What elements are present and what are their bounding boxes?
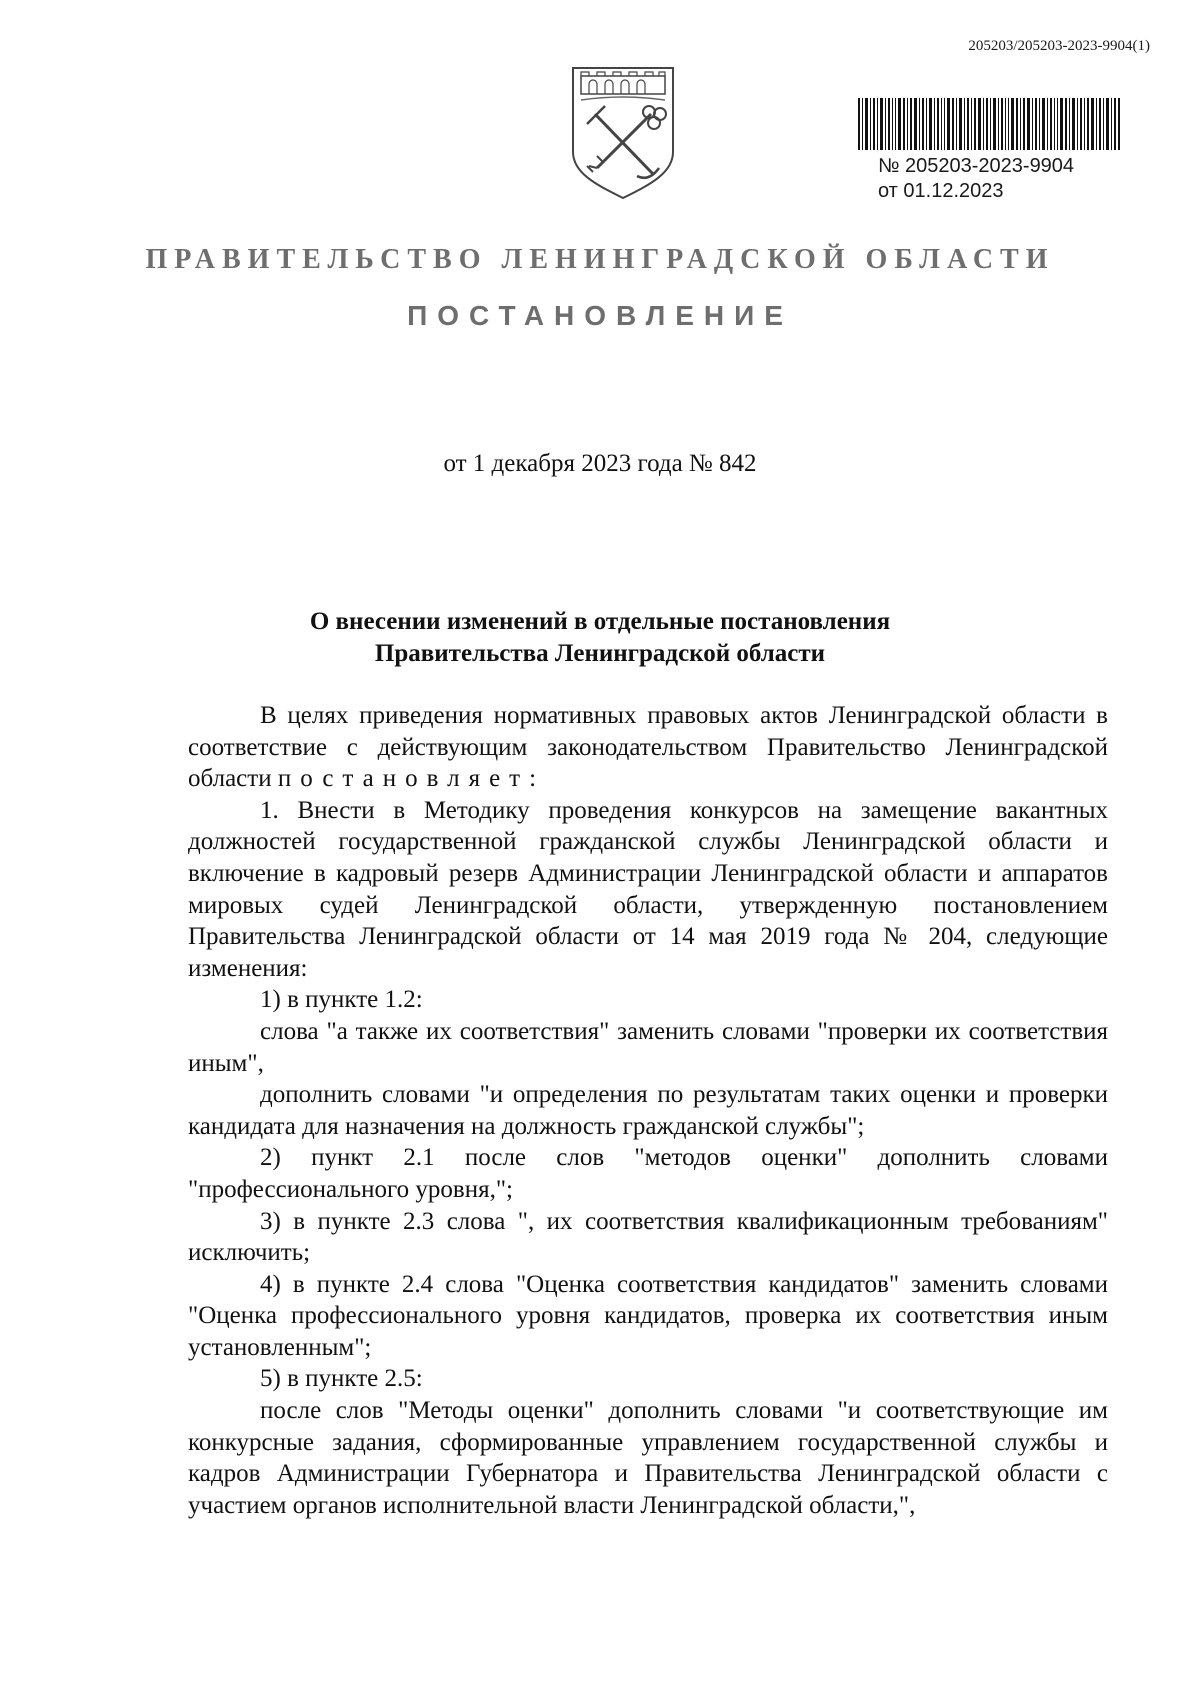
barcode-block <box>858 98 1120 204</box>
coat-of-arms-icon <box>567 64 679 200</box>
decree-date-number: от 1 декабря 2023 года № 842 <box>443 450 757 477</box>
registration-number: 205203/205203-2023-9904(1) <box>968 38 1150 54</box>
subitem-1a-paragraph: слова "а также их соответствия" заменить словами "проверки их соответствия иным", <box>188 1017 1108 1077</box>
subitem-2-paragraph: 2) пункт 2.1 после слов "методов оценки" дополнить словами "профессионального уровня,"; <box>188 1144 1108 1203</box>
decree-title: ПОСТАНОВЛЕНИЕ <box>407 300 793 331</box>
subitem-1-paragraph: 1) в пункте 1.2: <box>260 986 423 1014</box>
decree-subject <box>0 606 1200 670</box>
barcode-icon <box>858 98 1120 150</box>
subitem-4-paragraph: 4) в пункте 2.4 слова "Оценка соответствия кандидатов" заменить словами "Оценка профессионального уровня кандидатов, проверка их соответствия иным установленным"; <box>188 1270 1108 1361</box>
document-number: № 205203-2023-9904 <box>878 155 1075 177</box>
intro-paragraph <box>188 700 1108 795</box>
subitem-5a-paragraph: после слов "Методы оценки" дополнить словами "и соответствующие им конкурсные задания, сформированные управлением государственной службы и кадров Администрации Губернатора и Правительства Ленинградской области с участием органов исполнительной власти Ленинградской области,", <box>188 1397 1108 1519</box>
document-registration-date: от 01.12.2023 <box>878 180 1004 202</box>
government-title: ПРАВИТЕЛЬСТВО ЛЕНИНГРАДСКОЙ ОБЛАСТИ <box>145 244 1055 275</box>
intro-text: В целях приведения нормативных правовых актов Ленинградской области в соответствие с действующим законодательством Правительство Ленинградской области <box>188 702 1108 793</box>
intro-resolves: постановляет: <box>277 765 546 793</box>
subitem-5-paragraph: 5) в пункте 2.5: <box>260 1365 423 1393</box>
subitem-1b-paragraph: дополнить словами "и определения по результатам таких оценки и проверки кандидата для назначения на должность гражданской службы"; <box>188 1081 1108 1140</box>
decree-body <box>188 700 1108 1521</box>
subject-line-2: Правительства Ленинградской области <box>374 640 826 667</box>
item-1-paragraph: 1. Внести в Методику проведения конкурсов на замещение вакантных должностей государственной гражданской службы Ленинградской области и включение в кадровый резерв Администрации Ленинградской области и аппаратов мировых судей Ленинградской области, утвержденную постановлением Правительства Ленинградской области от 14 мая 2019 года № 204, следующие изменения: <box>188 796 1108 982</box>
subject-line-1: О внесении изменений в отдельные постановления <box>309 608 891 635</box>
subitem-3-paragraph: 3) в пункте 2.3 слова ", их соответствия квалификационным требованиям" исключить; <box>188 1207 1108 1267</box>
